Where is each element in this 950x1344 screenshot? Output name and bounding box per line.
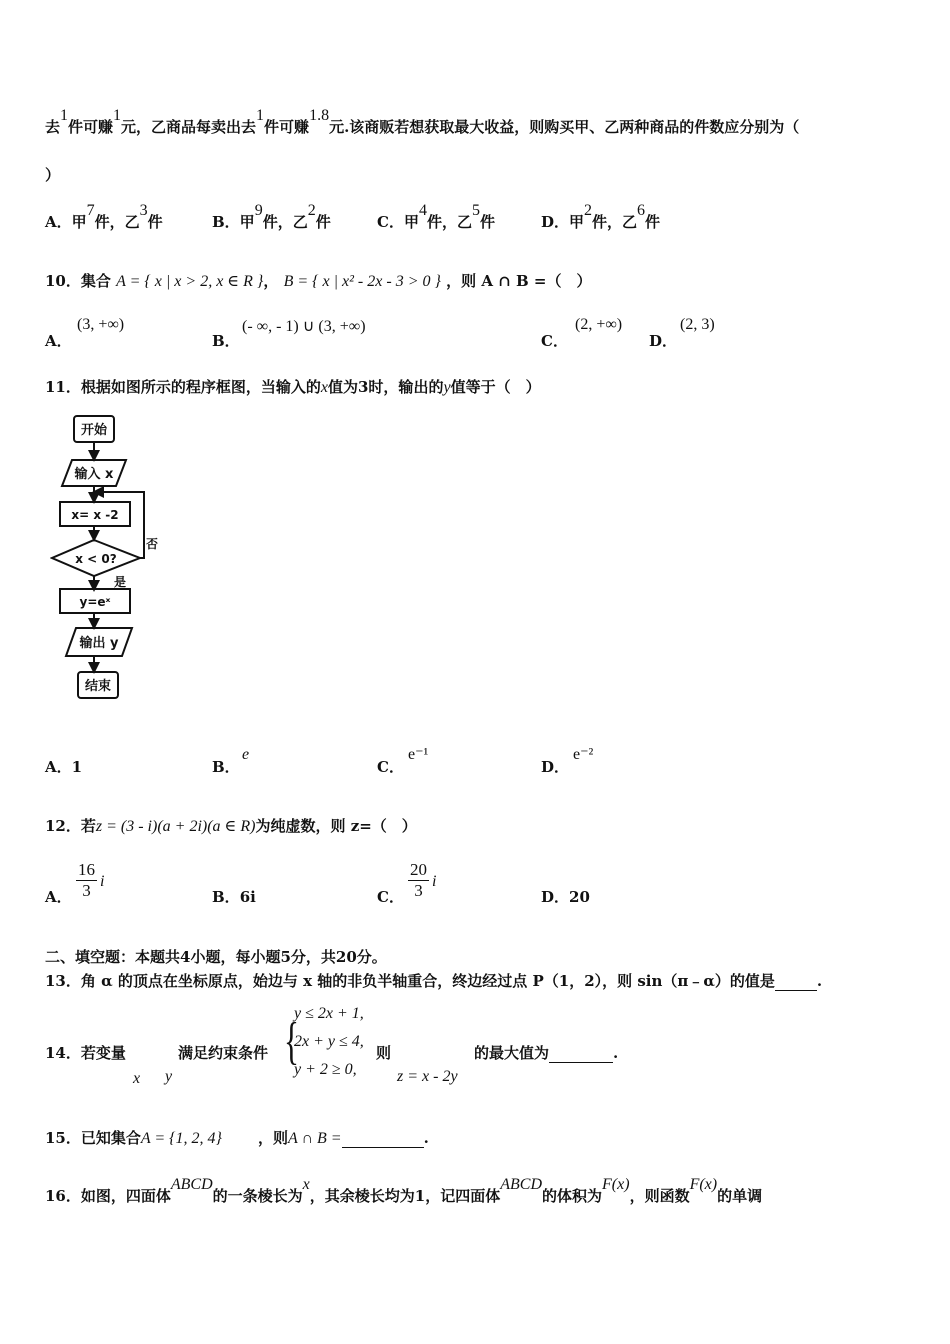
q12-option-d: D．20 (541, 888, 590, 906)
q13-stem: 13．角 α 的顶点在坐标原点，始边与 x 轴的非负半轴重合，终边经过点 P（1，2），则 sin（π﹣α）的值是 . (45, 972, 823, 990)
q11-option-d-label: D． (541, 758, 570, 776)
q10-option-b-value: (- ∞, - 1) ∪ (3, +∞) (242, 318, 366, 335)
q12-option-a-label: A． (45, 888, 72, 906)
q11-option-a: A．1 (45, 758, 83, 776)
q14-constraint-label: 满足约束条件 (178, 1044, 269, 1062)
q14-stem-start: 14．若变量 (45, 1044, 126, 1062)
q14-var-y: y (165, 1068, 173, 1085)
q9-stem-line2: ） (45, 166, 61, 184)
q9-option-b: B．甲9件，乙2件 (212, 202, 331, 231)
q10-option-a-value: (3, +∞) (77, 316, 125, 333)
q15-stem: 15．已知集合A = {1, 2, 4} ，则A ∩ B = . (45, 1129, 429, 1147)
q12-option-c-i: i (432, 873, 437, 890)
q10-option-d-label: D． (649, 332, 678, 350)
q10-option-d-value: (2, 3) (680, 316, 715, 333)
q14-objective: z = x - 2y (397, 1068, 458, 1085)
q13-answer-blank[interactable] (775, 972, 817, 991)
q14-ask: 的最大值为 . (474, 1044, 619, 1062)
flow-assign-text: x= x -2 (71, 508, 119, 522)
q10-option-c-value: (2, +∞) (575, 316, 623, 333)
q10-option-a-label: A． (45, 332, 72, 350)
q12-expression: z = (3 - i)(a + 2i)(a ∈ R) (95, 818, 256, 835)
section-2-heading: 二、填空题：本题共4小题，每小题5分，共20分。 (45, 948, 387, 966)
q10-set-b: B = { x | x² - 2x - 3 > 0 } (283, 273, 441, 290)
q16-stem: 16．如图，四面体ABCD的一条棱长为x，其余棱长均为1，记四面体ABCD的体积为F(x)，则函数F(x)的单调 (45, 1176, 763, 1205)
q11-option-c-value: e⁻¹ (408, 746, 429, 763)
q9-option-a: A．甲7件，乙3件 (45, 202, 163, 231)
flow-start-text: 开始 (80, 423, 108, 438)
flow-condition-text: x < 0? (75, 552, 117, 566)
q11-stem: 11．根据如图所示的程序框图，当输入的x值为3时，输出的y值等于（ ） (45, 378, 541, 396)
q15-expression: A ∩ B = (287, 1130, 342, 1147)
flow-output-text: 输出 y (79, 636, 119, 651)
q11-flowchart (50, 410, 160, 705)
q11-option-b-value: e (242, 746, 250, 763)
q15-answer-blank[interactable] (342, 1129, 424, 1148)
q12-option-c-fraction: $\frac{20}{3}$ (410, 860, 427, 900)
q11-option-d-value: e⁻² (573, 746, 594, 763)
q9-option-d: D．甲2件，乙6件 (541, 202, 661, 231)
flow-yes-label: 是 (114, 575, 127, 589)
q12-stem: 12．若z = (3 - i)(a + 2i)(a ∈ R)为纯虚数，则 z=（ ） (45, 817, 417, 835)
q15-set-a: A = {1, 2, 4} (140, 1130, 222, 1147)
q12-option-a-fraction: $\frac{16}{3}$ (78, 860, 95, 900)
q10-stem: 10．集合 A = { x | x > 2, x ∈ R }， B = { x | x² - 2x - 3 > 0 } ，则 A ∩ B =（ ） (45, 272, 592, 290)
q10-option-b-label: B． (212, 332, 240, 350)
q12-option-a-i: i (100, 873, 105, 890)
q14-answer-blank[interactable] (549, 1044, 613, 1063)
q14-then: 则 (376, 1044, 392, 1062)
q9-option-c: C．甲4件，乙5件 (377, 202, 495, 231)
q11-option-c-label: C． (377, 758, 404, 776)
q12-option-b: B．6i (212, 888, 256, 906)
q10-set-a: A = { x | x > 2, x ∈ R } (116, 273, 264, 290)
flow-input-text: 输入 x (74, 467, 114, 482)
flow-end-text: 结束 (84, 679, 112, 694)
flow-calc-text: y=eˣ (79, 595, 111, 609)
q11-option-b-label: B． (212, 758, 240, 776)
q10-option-c-label: C． (541, 332, 568, 350)
flow-no-label: 否 (146, 537, 159, 551)
q14-var-x: x (133, 1070, 141, 1087)
q12-option-c-label: C． (377, 888, 404, 906)
q9-stem-line1: 去1件可赚1元，乙商品每卖出去1件可赚1.8元.该商贩若想获取最大收益，则购买甲、乙两种商品的件数应分别为（ (45, 107, 800, 136)
